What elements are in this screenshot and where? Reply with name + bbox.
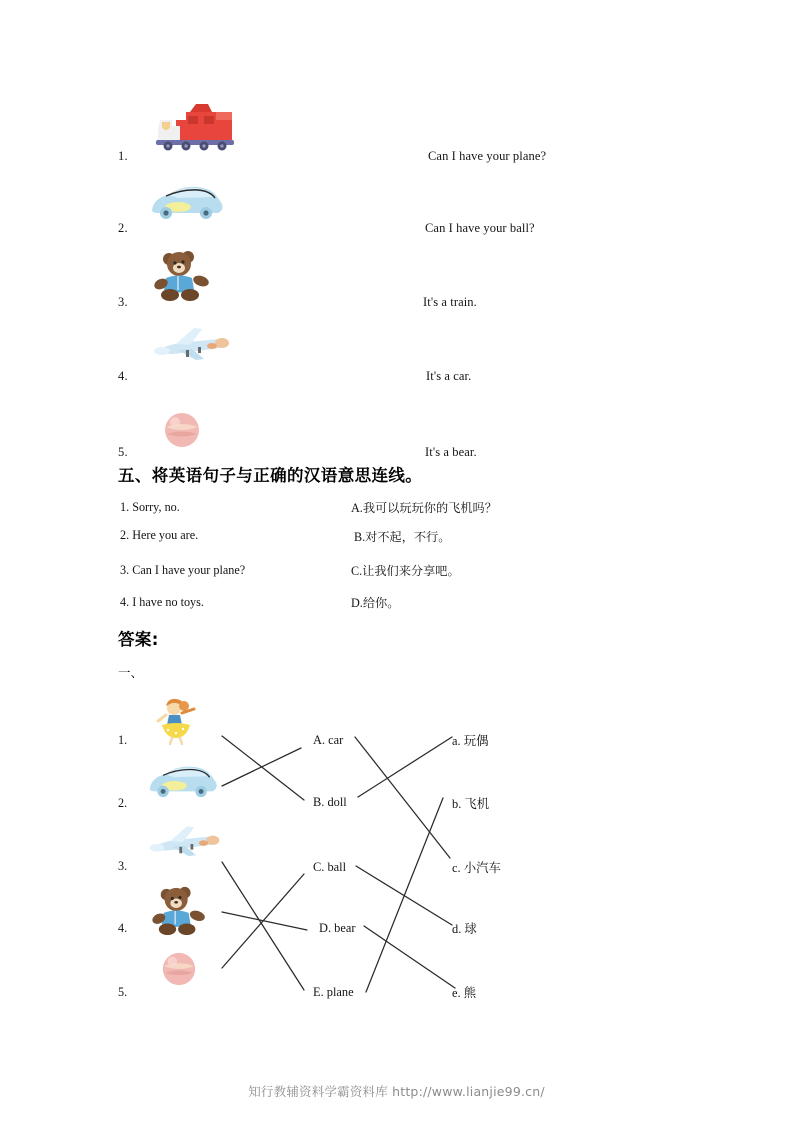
sentence-text: It's a car. <box>426 369 472 383</box>
sentence-text: It's a bear. <box>425 445 477 459</box>
teddy-bear-image <box>152 884 208 936</box>
connector-C-to-d <box>356 866 452 925</box>
answers-heading: 答案: <box>118 630 159 649</box>
exercise-five-right-item: A.我可以玩玩你的飞机吗？ <box>351 501 497 515</box>
pink-ball-image <box>160 950 198 988</box>
exercise-row <box>118 164 678 236</box>
sentence-text: Can I have your ball? <box>425 221 535 235</box>
answer-right-option: c. 小汽车 <box>452 861 501 875</box>
exercise-row <box>118 92 678 164</box>
exercise-five-right-item: C.让我们来分享吧。 <box>351 564 460 578</box>
answer-right-option: e. 熊 <box>452 986 477 1000</box>
connector-2-to-A <box>222 748 301 786</box>
answer-item-number: 1. <box>118 733 128 747</box>
answer-middle-option: D. bear <box>319 921 356 935</box>
connector-E-to-b <box>366 798 443 992</box>
connector-5-to-C <box>222 874 304 968</box>
exercise-five-right-item: D.给你。 <box>351 596 400 610</box>
answers-section-label: 一、 <box>118 665 144 680</box>
item-number: 2. <box>118 221 128 235</box>
answer-middle-option: B. doll <box>313 795 347 809</box>
answer-item-number: 5. <box>118 985 128 999</box>
answer-item-number: 3. <box>118 859 128 873</box>
exercise-row <box>118 312 678 384</box>
section-five-heading: 五、将英语句子与正确的汉语意思连线。 <box>118 466 423 485</box>
toy-car-image <box>146 760 220 802</box>
exercise-row <box>118 238 678 310</box>
exercise-row <box>118 388 678 460</box>
answer-middle-option: E. plane <box>313 985 354 999</box>
toy-car-image <box>148 180 226 224</box>
connector-3-to-E <box>222 862 304 990</box>
item-number: 3. <box>118 295 128 309</box>
teddy-bear-image <box>154 248 212 302</box>
answer-right-option: a. 玩偶 <box>452 734 489 748</box>
exercise-five-right-item: B.对不起，不行。 <box>354 530 451 544</box>
connector-B-to-a <box>358 737 452 797</box>
answer-item-number: 4. <box>118 921 128 935</box>
exercise-five-left-item: 1. Sorry, no. <box>120 500 180 514</box>
connector-4-to-D <box>222 912 307 930</box>
answer-right-option: d. 球 <box>452 922 477 936</box>
exercise-five-left-item: 2. Here you are. <box>120 528 199 542</box>
item-number: 4. <box>118 369 128 383</box>
toy-plane-image <box>144 824 224 864</box>
page-footer: 知行教辅资料学霸资料库 http://www.lianjie99.cn/ <box>248 1084 545 1099</box>
exercise-five-left-item: 4. I have no toys. <box>120 595 204 609</box>
item-number: 1. <box>118 149 128 163</box>
toy-train-image <box>146 100 238 152</box>
exercise-five-left-item: 3. Can I have your plane? <box>120 563 246 577</box>
sentence-text: It's a train. <box>423 295 477 309</box>
answer-item-number: 2. <box>118 796 128 810</box>
connector-D-to-e <box>364 926 455 988</box>
pink-ball-image <box>162 410 202 450</box>
sentence-text: Can I have your plane? <box>428 149 547 163</box>
connector-1-to-B <box>222 736 304 800</box>
doll-fairy-image <box>152 697 202 745</box>
item-number: 5. <box>118 445 128 459</box>
answer-right-option: b. 飞机 <box>452 797 490 811</box>
answer-middle-option: A. car <box>313 733 344 747</box>
connector-A-to-c <box>355 737 450 858</box>
toy-plane-image <box>148 326 234 368</box>
answer-middle-option: C. ball <box>313 860 347 874</box>
